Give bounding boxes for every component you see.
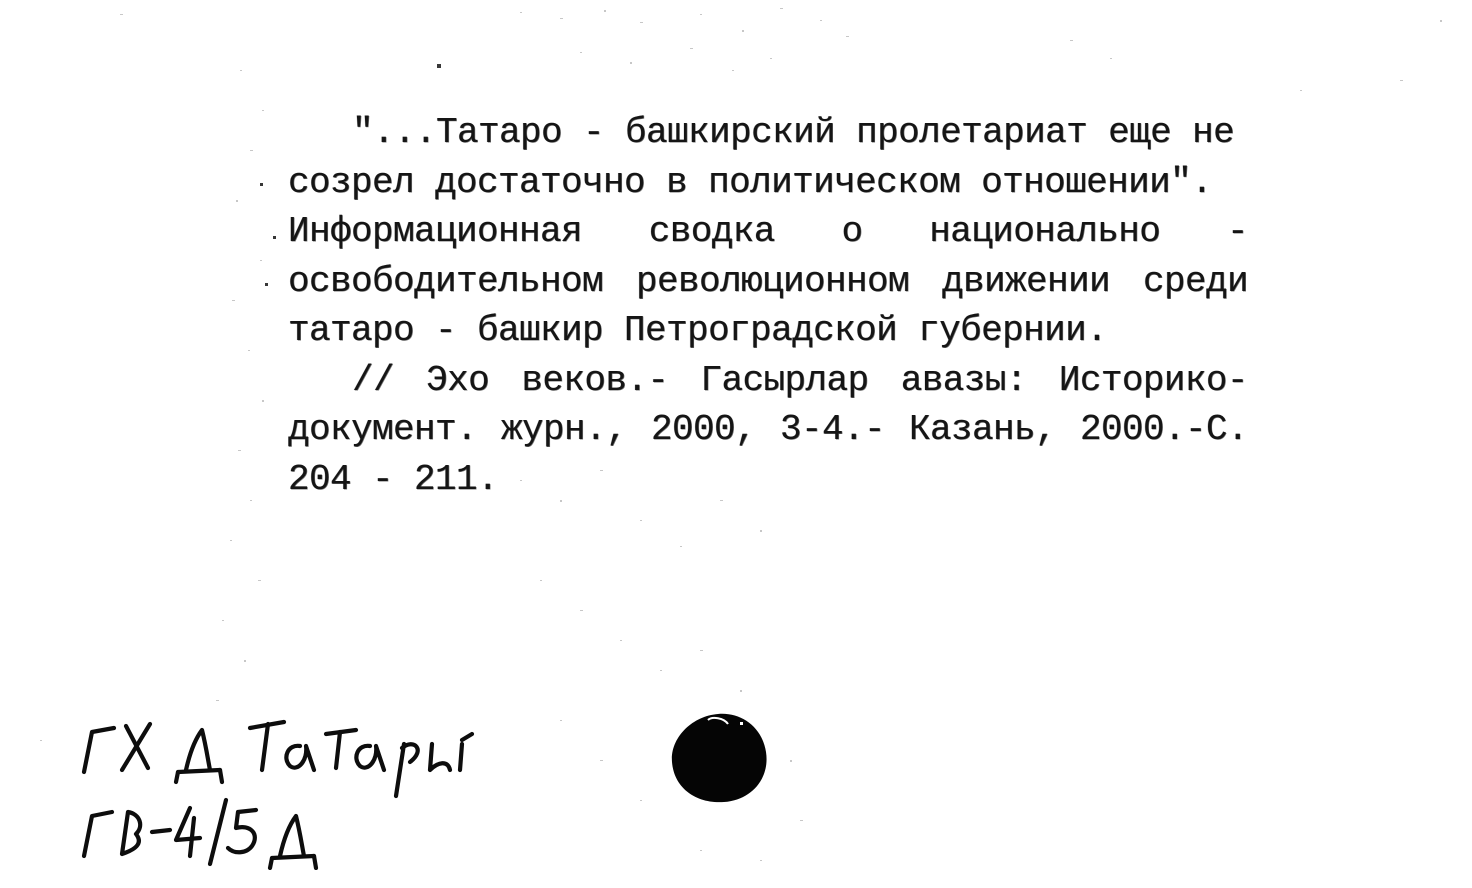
word: 2000,	[650, 409, 757, 450]
word: о	[841, 211, 863, 252]
word: Историко-	[1058, 359, 1248, 401]
word: революционном	[636, 260, 910, 302]
word: сводка	[648, 211, 775, 252]
quote-line-1: "...Татаро - башкирский пролетариат еще не	[352, 112, 1235, 153]
citation-line-3: 204 - 211.	[288, 458, 499, 500]
word: 2000.-С.	[1079, 409, 1248, 450]
typed-text-block	[288, 108, 1248, 504]
quote-line-2: созрел достаточно в политическом отношении".	[288, 161, 1213, 203]
quote-paragraph	[288, 108, 1248, 356]
word: авазы:	[900, 359, 1027, 401]
quote-line-3	[288, 207, 1248, 257]
handwritten-catalog-note	[78, 700, 498, 870]
quote-line-4	[288, 257, 1248, 307]
word: национально	[929, 211, 1161, 252]
word: Гасырлар	[700, 359, 869, 401]
word: //	[352, 359, 395, 401]
word: документ.	[288, 409, 478, 450]
citation-paragraph	[288, 356, 1248, 505]
quote-line-5: татаро - башкир Петроградской губернии.	[288, 310, 1108, 351]
citation-line-2	[288, 405, 1248, 455]
word: освободительном	[288, 260, 604, 302]
word: Эхо	[426, 359, 490, 401]
word: журн.,	[501, 409, 628, 450]
word: среди	[1142, 260, 1248, 302]
ink-blot	[666, 708, 774, 808]
word: веков.-	[521, 359, 669, 401]
word: Информационная	[288, 211, 583, 252]
word: Казань,	[908, 409, 1056, 450]
word: -	[1226, 211, 1248, 252]
word: 3-4.-	[779, 409, 885, 450]
word: движении	[941, 260, 1111, 302]
citation-line-1	[288, 356, 1248, 406]
